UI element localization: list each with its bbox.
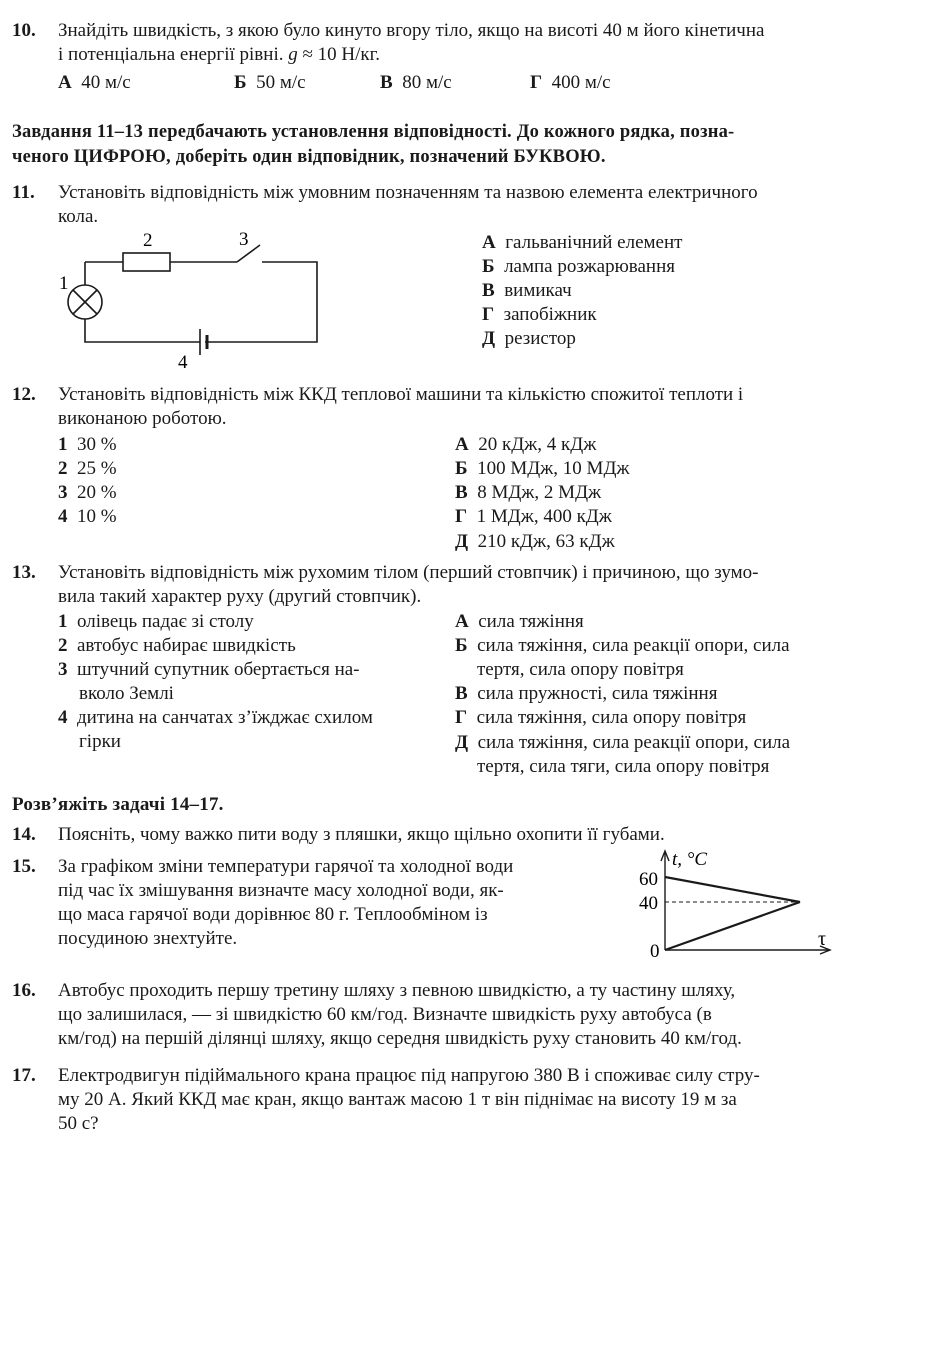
left-item-4-cont: гірки <box>79 731 121 752</box>
question-number: 14. <box>12 824 36 845</box>
y-axis-label: t, °C <box>672 849 708 870</box>
circuit-label-4: 4 <box>178 352 188 373</box>
y-tick-60: 60 <box>639 869 658 890</box>
option-a: А гальванічний елемент <box>482 232 683 253</box>
question-number: 12. <box>12 384 36 405</box>
right-item-b: Б 100 МДж, 10 МДж <box>455 458 630 479</box>
question-text: Установіть відповідність між ККД теплової машини та кількістю спожитої теплоти і <box>58 384 744 405</box>
question-number: 11. <box>12 182 35 203</box>
left-item-4: 4 10 % <box>58 506 117 527</box>
left-item-2: 2 автобус набирає швидкість <box>58 635 296 656</box>
question-text: км/год) на першій ділянці шляху, якщо середня швидкість руху становить 40 км/год. <box>58 1028 742 1049</box>
option-b: Б лампа розжарювання <box>482 256 675 277</box>
option-d: Г 400 м/с <box>530 72 611 93</box>
right-item-c: В 8 МДж, 2 МДж <box>455 482 602 503</box>
question-number: 17. <box>12 1065 36 1086</box>
question-text: му 20 А. Який ККД має кран, якщо вантаж масою 1 т він піднімає на висоту 19 м за <box>58 1089 737 1110</box>
question-text: Поясніть, чому важко пити воду з пляшки, якщо щільно охопити її губами. <box>58 824 665 845</box>
question-text: посудиною знехтуйте. <box>58 928 238 949</box>
cold-water-line <box>665 902 800 950</box>
question-text: Установіть відповідність між рухомим тілом (перший стовпчик) і причиною, що зумо- <box>58 562 759 583</box>
right-item-d: Г 1 МДж, 400 кДж <box>455 506 612 527</box>
y-tick-40: 40 <box>639 893 658 914</box>
left-item-3-cont: вколо Землі <box>79 683 174 704</box>
question-text: і потенціальна енергії рівні. g ≈ 10 Н/кг. <box>58 44 381 65</box>
section-instruction: ченого ЦИФРОЮ, доберіть один відповідник, позначений БУКВОЮ. <box>12 147 606 167</box>
question-text: 50 с? <box>58 1113 99 1134</box>
question-text: кола. <box>58 206 99 227</box>
option-c: В 80 м/с <box>380 72 452 93</box>
question-number: 10. <box>12 20 36 41</box>
left-item-3: 3 20 % <box>58 482 117 503</box>
question-text: що залишилася, — зі швидкістю 60 км/год. Визначте швидкість руху автобуса (в <box>58 1004 712 1025</box>
right-item-c: В сила пружності, сила тяжіння <box>455 683 718 704</box>
question-text: За графіком зміни температури гарячої та холодної води <box>58 856 514 877</box>
question-text: що маса гарячої води дорівнює 80 г. Теплообміном із <box>58 904 488 925</box>
left-item-1: 1 30 % <box>58 434 117 455</box>
question-text: під час їх змішування визначте масу холодної води, як- <box>58 880 504 901</box>
resistor-symbol <box>123 253 170 271</box>
circuit-label-3: 3 <box>239 229 249 250</box>
question-number: 15. <box>12 856 36 877</box>
left-item-1: 1 олівець падає зі столу <box>58 611 254 632</box>
question-number: 13. <box>12 562 36 583</box>
right-item-d: Г сила тяжіння, сила опору повітря <box>455 707 747 728</box>
right-item-a: А 20 кДж, 4 кДж <box>455 434 597 455</box>
option-c: В вимикач <box>482 280 572 301</box>
left-item-4: 4 дитина на санчатах з’їжджає схилом <box>58 707 373 728</box>
section-title-problems: Розв’яжіть задачі 14–17. <box>12 794 224 815</box>
question-text: Електродвигун підіймального крана працює під напругою 380 В і споживає силу стру- <box>58 1065 760 1086</box>
option-b: Б 50 м/с <box>234 72 306 93</box>
right-item-e-cont: тертя, сила тяги, сила опору повітря <box>477 756 770 777</box>
section-instruction: Завдання 11–13 передбачають установлення відповідності. До кожного рядка, позна- <box>12 122 735 142</box>
left-item-3: 3 штучний супутник обертається на- <box>58 659 360 680</box>
question-text: Автобус проходить першу третину шляху з певною швидкістю, а ту частину шляху, <box>58 980 736 1001</box>
question-text: виконаною роботою. <box>58 408 227 429</box>
wire <box>205 262 317 342</box>
option-a: А 40 м/с <box>58 72 131 93</box>
right-item-b-cont: тертя, сила опору повітря <box>477 659 684 680</box>
lamp-cross <box>73 290 97 314</box>
right-item-e: Д 210 кДж, 63 кДж <box>455 531 615 552</box>
left-item-2: 2 25 % <box>58 458 117 479</box>
y-tick-0: 0 <box>650 941 660 962</box>
question-number: 16. <box>12 980 36 1001</box>
right-item-a: А сила тяжіння <box>455 611 584 632</box>
circuit-label-2: 2 <box>143 230 153 251</box>
x-axis-label: τ <box>818 928 827 950</box>
question-text: Установіть відповідність між умовним позначенням та назвою елемента електричного <box>58 182 758 203</box>
hot-water-line <box>665 877 800 902</box>
temperature-graph <box>630 843 840 965</box>
circuit-diagram <box>55 225 335 375</box>
circuit-label-1: 1 <box>59 273 69 294</box>
option-d: Г запобіжник <box>482 304 597 325</box>
wire <box>85 319 200 342</box>
right-item-e: Д сила тяжіння, сила реакції опори, сила <box>455 732 791 753</box>
right-item-b: Б сила тяжіння, сила реакції опори, сила <box>455 635 790 656</box>
question-text: Знайдіть швидкість, з якою було кинуто вгору тіло, якщо на висоті 40 м його кінетична <box>58 20 765 41</box>
option-e: Д резистор <box>482 328 576 349</box>
question-text: вила такий характер руху (другий стовпчик). <box>58 586 422 607</box>
